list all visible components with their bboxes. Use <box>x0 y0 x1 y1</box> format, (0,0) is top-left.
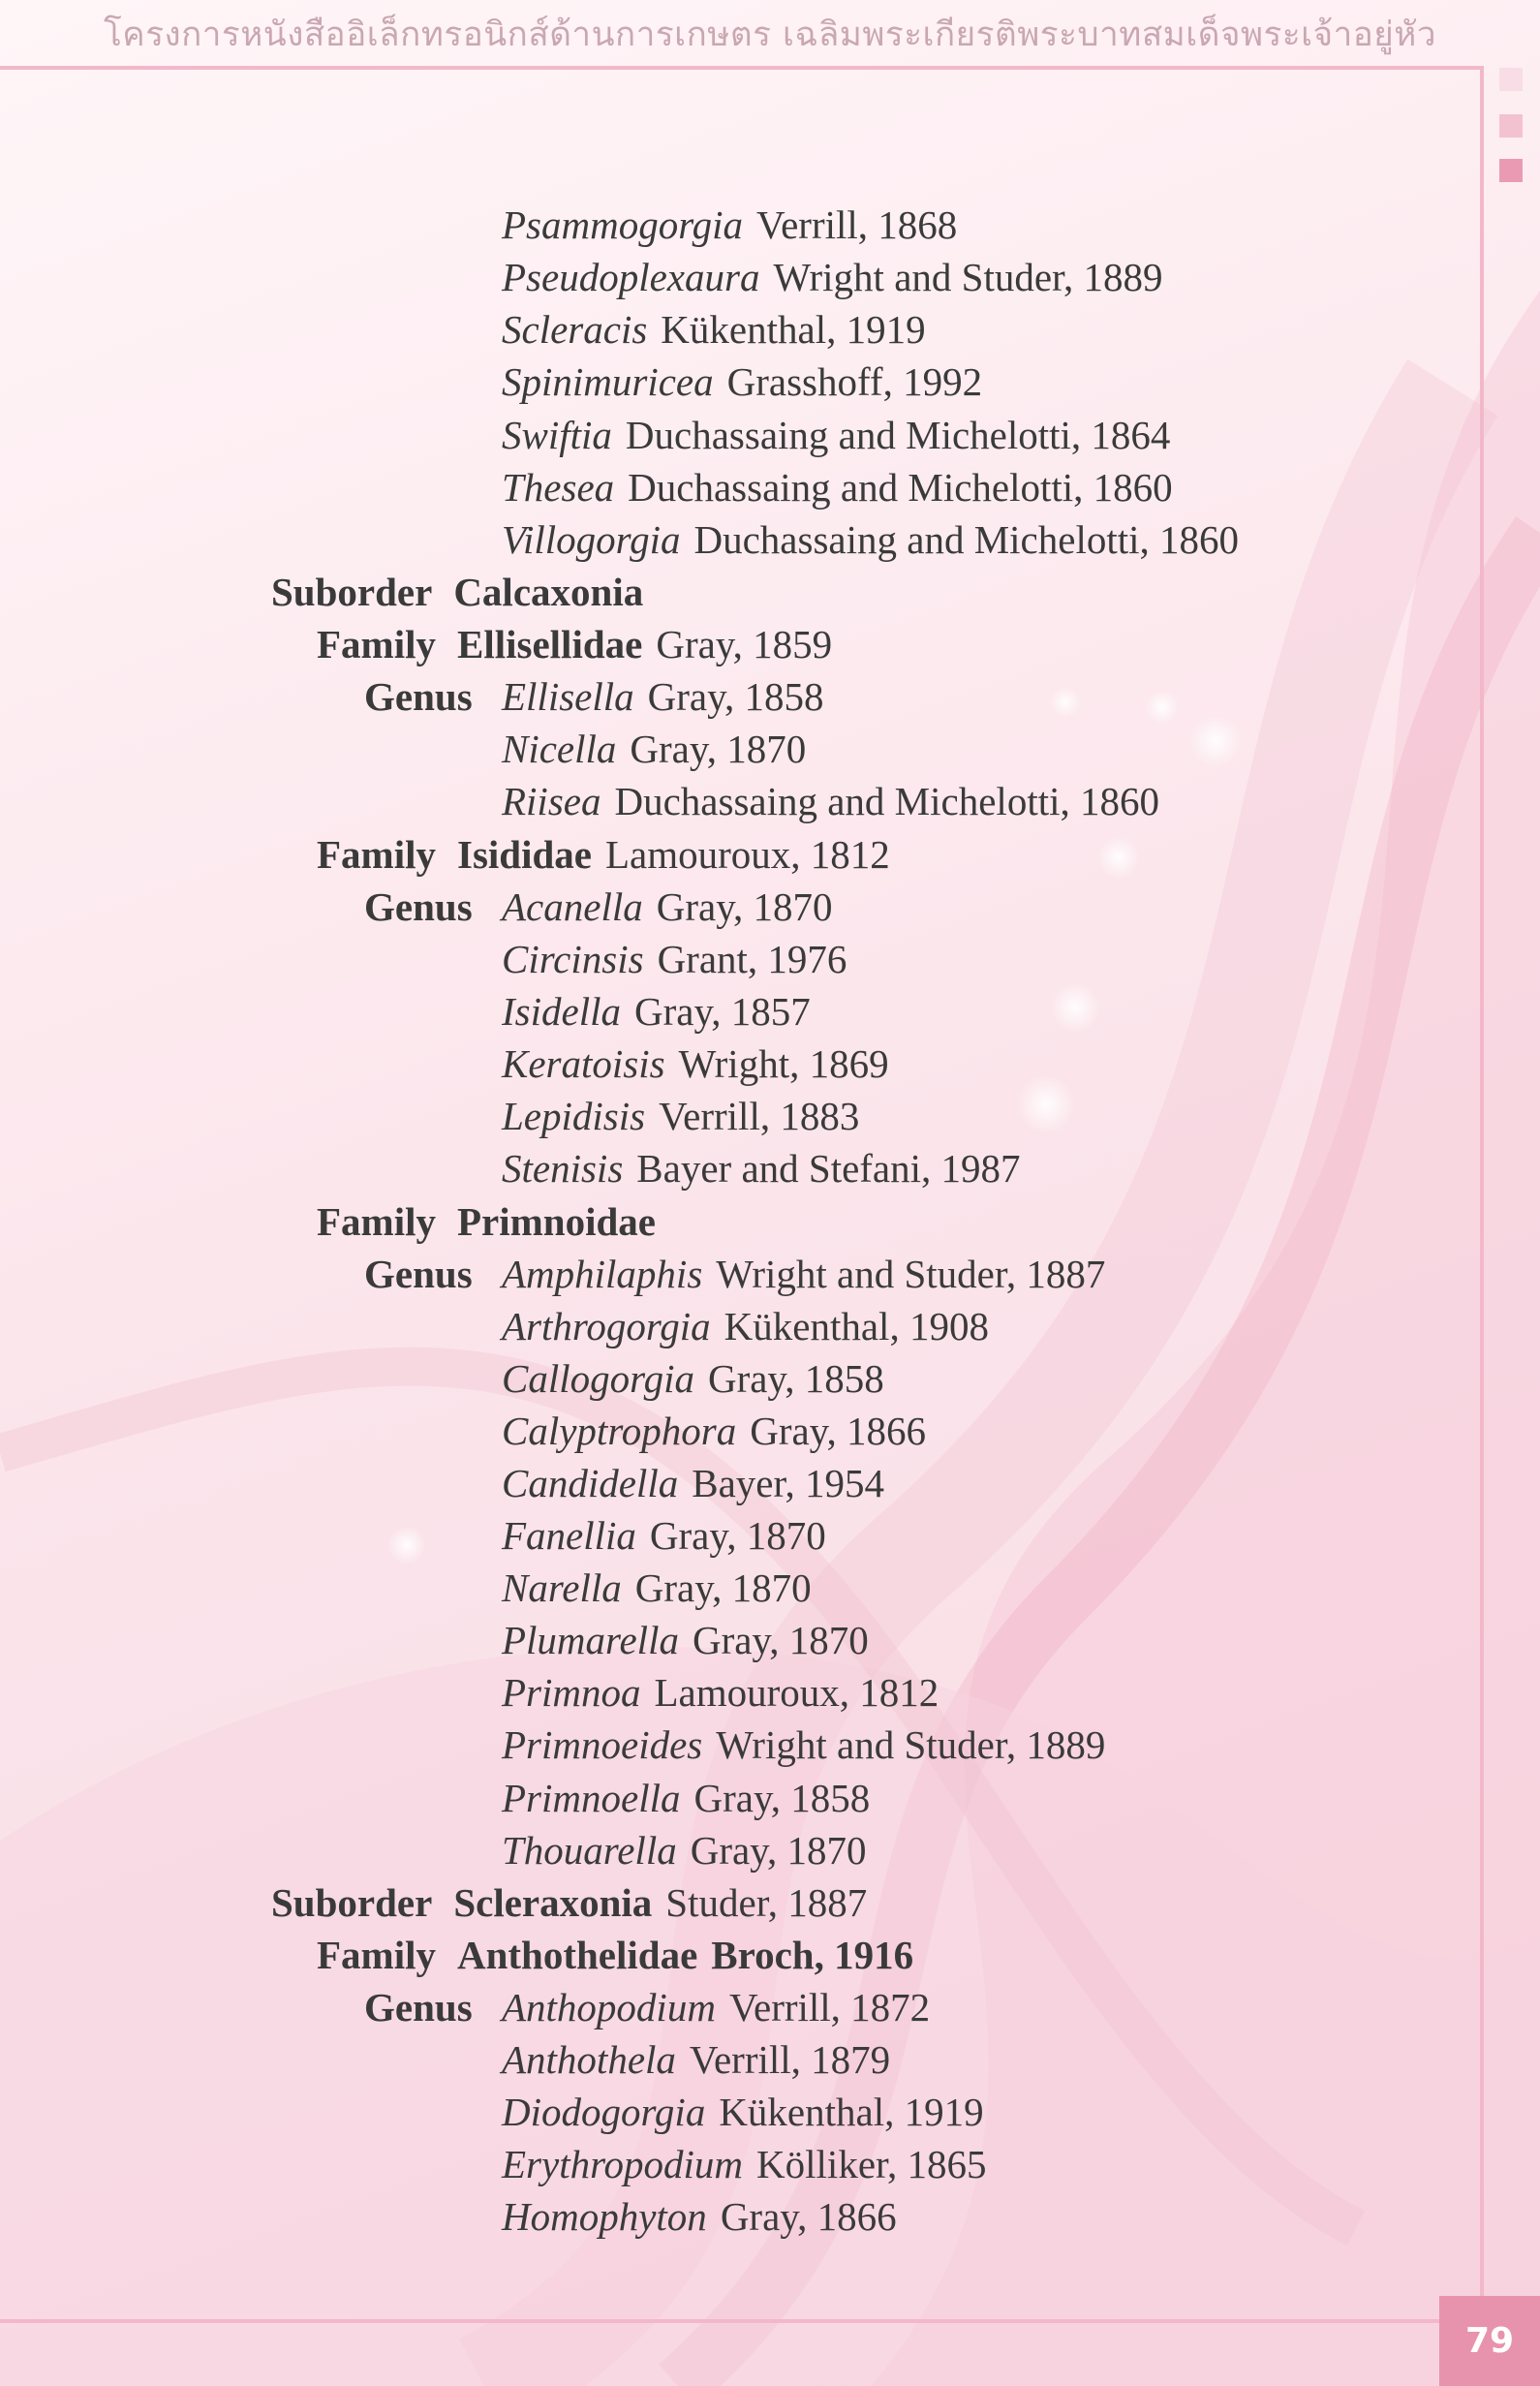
family-heading <box>317 1929 913 1981</box>
genus-author: Verrill, 1879 <box>689 2037 891 2082</box>
frame-top-border <box>0 66 1484 70</box>
genus-entry <box>502 1090 859 1142</box>
genus-author: Grasshoff, 1992 <box>726 359 983 404</box>
genus-entry <box>502 2086 984 2138</box>
genus-name: Isidella <box>502 989 621 1034</box>
corner-square-light <box>1499 68 1523 91</box>
genus-name: Arthrogorgia <box>502 1304 711 1348</box>
genus-name: Anthopodium <box>502 1985 716 2030</box>
genus-entry <box>502 1248 1105 1300</box>
genus-author: Gray, 1866 <box>720 2194 897 2239</box>
genus-name: Villogorgia <box>502 517 681 562</box>
genus-author: Kükenthal, 1919 <box>661 307 926 352</box>
corner-square-dark <box>1499 159 1523 182</box>
rank-label: Suborder <box>271 1880 433 1925</box>
taxon-name: Anthothelidae <box>456 1933 698 1977</box>
genus-name: Keratoisis <box>502 1041 665 1086</box>
genus-name: Homophyton <box>502 2194 707 2239</box>
taxon-name: Calcaxonia <box>453 570 644 614</box>
genus-author: Bayer and Stefani, 1987 <box>636 1146 1021 1191</box>
genus-entry <box>502 1038 889 1090</box>
genus-name: Circinsis <box>502 937 644 981</box>
genus-entry <box>502 1981 930 2033</box>
genus-name: Scleracis <box>502 307 648 352</box>
genus-author: Gray, 1870 <box>690 1828 867 1873</box>
genus-name: Ellisella <box>502 674 634 719</box>
genus-author: Gray, 1857 <box>633 989 811 1034</box>
genus-entry <box>502 1666 939 1719</box>
genus-name: Stenisis <box>502 1146 624 1191</box>
suborder-heading <box>271 566 643 618</box>
genus-name: Lepidisis <box>502 1094 646 1138</box>
genus-label: Genus <box>364 1985 473 2030</box>
taxon-name: Scleraxonia <box>453 1880 653 1925</box>
frame-bottom-border <box>0 2319 1484 2323</box>
genus-name: Fanellia <box>502 1513 636 1558</box>
genus-author: Verrill, 1883 <box>659 1094 860 1138</box>
genus-author: Gray, 1858 <box>647 674 824 719</box>
family-heading <box>317 618 832 670</box>
genus-name: Erythropodium <box>502 2142 744 2186</box>
genus-author: Gray, 1866 <box>750 1409 927 1453</box>
genus-entry <box>502 461 1173 513</box>
genus-entry <box>502 356 982 408</box>
genus-name: Narella <box>502 1565 622 1610</box>
genus-author: Duchassaing and Michelotti, 1860 <box>628 465 1173 510</box>
genus-entry <box>502 1824 867 1876</box>
genus-name: Calyptrophora <box>502 1409 737 1453</box>
genus-author: Duchassaing and Michelotti, 1864 <box>625 413 1171 457</box>
genus-author: Wright and Studer, 1889 <box>773 255 1163 299</box>
genus-entry <box>502 1614 869 1666</box>
genus-entry <box>502 2138 987 2190</box>
genus-name: Thouarella <box>502 1828 677 1873</box>
genus-entry <box>502 1562 812 1614</box>
taxon-name: Ellisellidae <box>456 622 643 666</box>
genus-author: Gray, 1858 <box>693 1776 871 1820</box>
genus-name: Swiftia <box>502 413 612 457</box>
genus-name: Pseudoplexaura <box>502 255 760 299</box>
genus-entry <box>502 199 957 251</box>
genus-entry <box>502 1719 1105 1771</box>
genus-label: Genus <box>364 674 473 719</box>
genus-entry <box>502 1405 926 1457</box>
genus-author: Gray, 1870 <box>692 1618 869 1662</box>
genus-entry <box>502 933 847 985</box>
genus-name: Psammogorgia <box>502 202 744 247</box>
genus-author: Gray, 1870 <box>649 1513 826 1558</box>
rank-label: Family <box>317 1199 436 1244</box>
genus-author: Duchassaing and Michelotti, 1860 <box>693 517 1240 562</box>
genus-entry <box>502 670 823 723</box>
genus-entry <box>502 1352 884 1405</box>
genus-label: Genus <box>364 884 473 929</box>
genus-name: Amphilaphis <box>502 1252 703 1296</box>
genus-author: Lamouroux, 1812 <box>654 1670 939 1715</box>
taxon-author: Lamouroux, 1812 <box>604 832 890 877</box>
genus-author: Verrill, 1872 <box>728 1985 931 2030</box>
genus-name: Callogorgia <box>502 1356 694 1401</box>
genus-entry <box>502 775 1159 827</box>
genus-entry <box>502 251 1163 303</box>
taxon-name: Isididae <box>456 832 592 877</box>
taxon-name: Primnoidae <box>456 1199 656 1244</box>
genus-author: Gray, 1858 <box>707 1356 884 1401</box>
rank-label: Family <box>317 1933 436 1977</box>
taxon-author: Gray, 1859 <box>656 622 833 666</box>
genus-name: Diodogorgia <box>502 2090 706 2134</box>
genus-author: Bayer, 1954 <box>692 1461 884 1505</box>
genus-name: Spinimuricea <box>502 359 714 404</box>
genus-name: Acanella <box>502 884 643 929</box>
genus-author: Verrill, 1868 <box>756 202 958 247</box>
genus-entry <box>502 1300 989 1352</box>
taxon-author: Studer, 1887 <box>665 1880 868 1925</box>
genus-name: Anthothela <box>502 2037 676 2082</box>
genus-author: Gray, 1870 <box>630 727 807 771</box>
family-heading <box>317 828 890 881</box>
genus-entry <box>502 985 811 1038</box>
genus-name: Candidella <box>502 1461 679 1505</box>
genus-entry <box>502 1457 884 1509</box>
rank-label: Family <box>317 622 436 666</box>
suborder-heading <box>271 1876 867 1929</box>
page-header: โครงการหนังสืออิเล็กทรอนิกส์ด้านการเกษตร เฉลิมพระเกียรติพระบาทสมเด็จพระเจ้าอยู่หัว <box>103 15 1436 54</box>
genus-name: Riisea <box>502 779 601 823</box>
frame-right-border <box>1480 66 1484 2323</box>
corner-square-medium <box>1499 114 1523 138</box>
genus-name: Nicella <box>502 727 617 771</box>
genus-author: Kölliker, 1865 <box>756 2142 987 2186</box>
genus-entry <box>502 513 1239 566</box>
genus-name: Primnoella <box>502 1776 681 1820</box>
genus-entry <box>502 1509 826 1562</box>
rank-label: Suborder <box>271 570 433 614</box>
taxon-author: Broch, 1916 <box>711 1933 914 1977</box>
family-heading <box>317 1195 656 1248</box>
genus-name: Plumarella <box>502 1618 679 1662</box>
genus-entry <box>502 1772 870 1824</box>
genus-author: Wright, 1869 <box>678 1041 889 1086</box>
genus-author: Kükenthal, 1919 <box>719 2090 984 2134</box>
genus-author: Gray, 1870 <box>634 1565 812 1610</box>
genus-name: Primnoeides <box>502 1722 703 1767</box>
genus-author: Wright and Studer, 1887 <box>716 1252 1106 1296</box>
genus-entry <box>502 723 806 775</box>
genus-author: Grant, 1976 <box>657 937 847 981</box>
genus-label: Genus <box>364 1252 473 1296</box>
genus-author: Duchassaing and Michelotti, 1860 <box>614 779 1159 823</box>
genus-author: Gray, 1870 <box>656 884 833 929</box>
genus-entry <box>502 2033 890 2086</box>
page-number: 79 <box>1439 2296 1540 2386</box>
genus-entry <box>502 303 926 356</box>
genus-entry <box>502 1142 1021 1194</box>
genus-author: Wright and Studer, 1889 <box>716 1722 1106 1767</box>
genus-entry <box>502 2190 897 2243</box>
rank-label: Family <box>317 832 436 877</box>
genus-name: Thesea <box>502 465 615 510</box>
genus-entry <box>502 409 1170 461</box>
genus-entry <box>502 881 833 933</box>
genus-name: Primnoa <box>502 1670 641 1715</box>
genus-author: Kükenthal, 1908 <box>724 1304 989 1348</box>
